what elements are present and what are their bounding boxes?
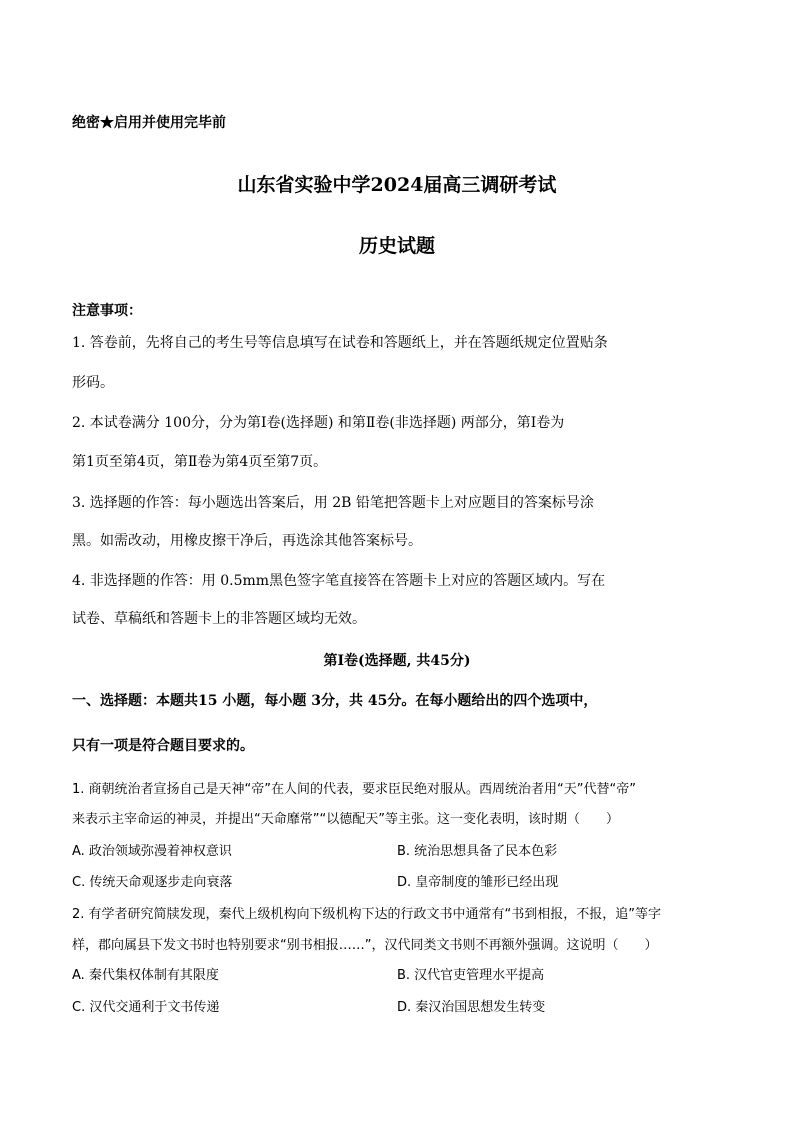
section-instruction: 一、选择题：本题共15 小题，每小题 3分，共 45分。在每小题给出的四个选项中， (72, 693, 598, 709)
question-1-option-c: C. 传统天命观逐步走向衰落 (72, 875, 233, 890)
question-1-option-b: B. 统治思想具备了民本色彩 (397, 844, 558, 859)
question-2-option-b: B. 汉代官吏管理水平提高 (397, 968, 545, 983)
note-line: 2. 本试卷满分 100分，分为第Ⅰ卷(选择题) 和第Ⅱ卷(非选择题) 两部分，第Ⅰ卷为 (72, 415, 565, 431)
question-2-option-d: D. 秦汉治国思想发生转变 (397, 1000, 546, 1015)
note-line: 1. 答卷前，先将自己的考生号等信息填写在试卷和答题纸上，并在答题纸规定位置贴条 (72, 335, 608, 351)
note-line: 试卷、草稿纸和答题卡上的非答题区域均无效。 (72, 611, 366, 627)
question-1-stem: 来表示主宰命运的神灵，并提出“天命靡常”“以德配天”等主张。这一变化表明，该时期（ ） (72, 812, 619, 827)
secret-mark: 绝密★启用并使用完毕前 (72, 115, 226, 131)
section-title: 第Ⅰ卷(选择题, 共45分) (323, 653, 471, 669)
note-line: 第1页至第4页，第Ⅱ卷为第4页至第7页。 (72, 454, 328, 470)
question-2-stem: 样，郡向属县下发文书时也特别要求“别书相报……”，汉代同类文书则不再额外强调。这说明（ ） (72, 938, 658, 953)
subject-title: 历史试题 (358, 235, 435, 257)
note-line: 3. 选择题的作答：每小题选出答案后，用 2B 铅笔把答题卡上对应题目的答案标号涂 (72, 495, 594, 511)
notes-heading: 注意事项： (72, 303, 142, 319)
note-line: 形码。 (72, 375, 114, 391)
question-1-option-a: A. 政治领域弥漫着神权意识 (72, 844, 232, 859)
section-instruction: 只有一项是符合题目要求的。 (72, 738, 254, 754)
question-1-option-d: D. 皇帝制度的雏形已经出现 (397, 875, 559, 890)
exam-title: 山东省实验中学2024届高三调研考试 (237, 174, 557, 196)
question-2-stem: 2. 有学者研究简牍发现，秦代上级机构向下级机构下达的行政文书中通常有“书到相报，不报，追”等字 (72, 907, 662, 922)
question-1-stem: 1. 商朝统治者宣扬自己是天神“帝”在人间的代表，要求臣民绝对服从。西周统治者用“天”代替“帝” (72, 782, 636, 797)
note-line: 黑。如需改动，用橡皮擦干净后，再选涂其他答案标号。 (72, 533, 422, 549)
note-line: 4. 非选择题的作答：用 0.5mm黑色签字笔直接答在答题卡上对应的答题区域内。写在 (72, 573, 606, 589)
question-2-option-a: A. 秦代集权体制有其限度 (72, 968, 219, 983)
question-2-option-c: C. 汉代交通利于文书传递 (72, 1000, 220, 1015)
